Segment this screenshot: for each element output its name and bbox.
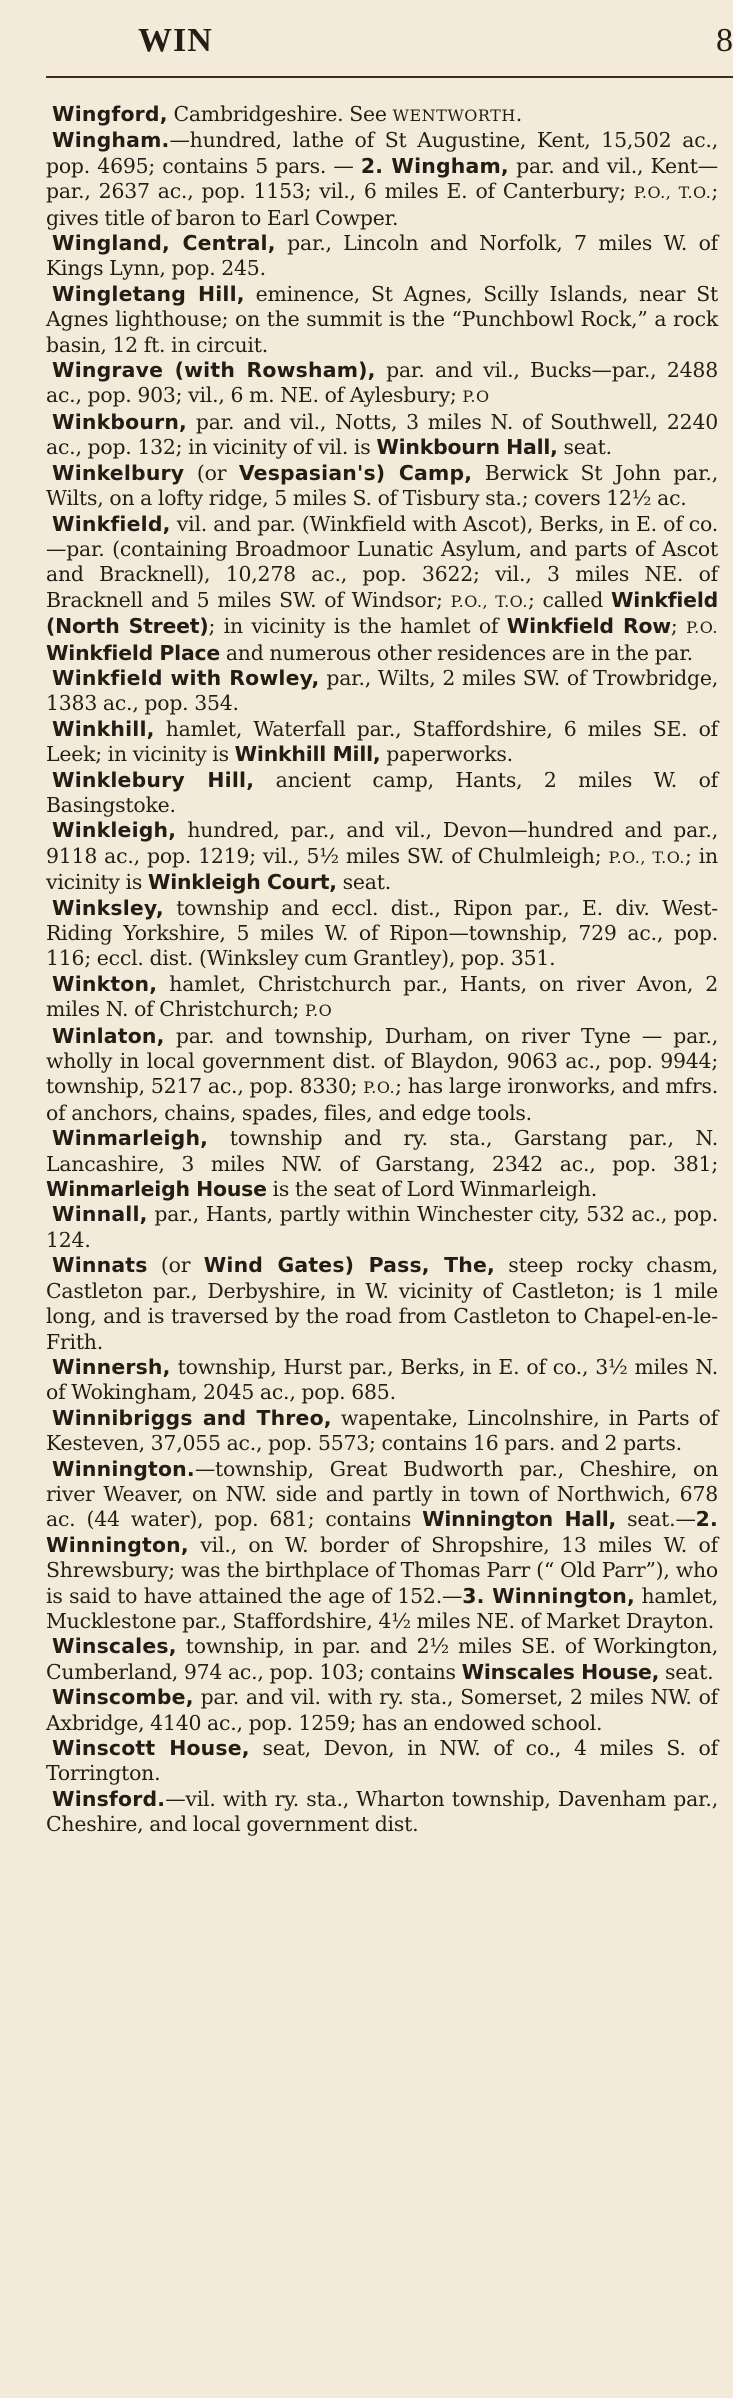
headword: Winmarleigh, [52,1126,209,1151]
entry-text: —township, Great Budworth par., Cheshire, on river Weaver, on NW. side and partly in town of Northwich, 678 ac. (44 water), pop. 681; contains [46,1456,718,1532]
entry-text: par. and vil., Kent—par., 2637 ac., pop. 1153; vil., 6 miles E. of Canterbury; [46,153,718,204]
entry-text: hamlet, Mucklestone par., Staffordshire, 4½ miles NE. of Market Drayton. [46,1583,718,1633]
page-header [0,0,733,78]
entry-text: township and ry. sta., Garstang par., N. Lancashire, 3 miles NW. of Garstang, 2342 ac., pop. 381; [46,1126,718,1176]
entry-text: Berwick St John par., Wilts, on a lofty ridge, 5 miles S. of Tisbury sta.; covers 12½ ac. [46,460,718,511]
headword: Winkbourn, [52,409,187,434]
headword: Winscales, [52,1634,177,1659]
bold-name: Winscales House, [461,1659,660,1684]
entry-text: par. and vil. with ry. sta., Somerset, 2 miles NW. of Axbridge, 4140 ac., pop. 1259; has an endowed school. [46,1685,718,1735]
cross-reference: WENTWORTH [392,106,516,125]
running-head: WIN [138,22,213,59]
entry [46,1355,718,1406]
bold-name: Winkhill Mill, [234,742,381,767]
entry [46,1253,718,1355]
entry [46,128,718,231]
headword: Wingland, Central, [52,231,276,256]
entry [46,231,718,282]
headword: Winscombe, [52,1685,194,1710]
headword: Winnington. [52,1456,195,1481]
headword: Vespasian's) Camp, [238,460,473,485]
entry-text: par. and vil., Notts, 3 miles N. of Southwell, 2240 ac., pop. 132; in vicinity of vil. is [46,409,718,460]
postal-abbrev: P.O., T.O. [608,847,685,867]
entry-text: township and eccl. dist., Ripon par., E. div. West-Riding Yorkshire, 5 miles W. of Ripon—township, 729 ac., pop. 116; eccl. dist. (Winksley cum Grantley), pop. 351. [46,895,718,971]
entry [46,1634,718,1685]
entry-text: par. and vil., Bucks—par., 2488 ac., pop. 903; vil., 6 m. NE. of Aylesbury; [46,358,718,408]
headword: Winkelbury [52,460,185,485]
bold-name: Winkfield Row [506,614,671,639]
headword: Winnall, [52,1202,148,1227]
entry [46,282,718,358]
entry [46,1736,718,1787]
entry [46,818,718,895]
header-rule [46,76,733,78]
bold-name: Winmarleigh House [46,1177,267,1202]
entry [46,1024,718,1127]
entry-text: eminence, St Agnes, Scilly Islands, near St Agnes lighthouse; on the summit is the “Punchbowl Rock,” a rock basin, 12 ft. in circuit. [46,281,718,357]
headword: Winscott House, [52,1736,250,1760]
entry-text: hamlet, Waterfall par., Staffordshire, 6 miles SE. of Leek; in vicinity is [46,716,718,767]
bold-name: Winkfield (North Street) [46,587,719,639]
headword: Wingrave (with Rowsham), [52,358,376,383]
headword: Winnersh, [52,1354,171,1379]
entry [46,461,718,512]
entry [46,896,718,972]
headword: Winsford. [52,1786,166,1811]
entry-text: Cambridgeshire. See [167,102,393,126]
postal-abbrev: P.O. [686,618,718,638]
entry [46,358,718,410]
sub-headword: 2. Winnington, [46,1507,718,1557]
bold-name: Winkbourn Hall, [376,435,558,460]
entry-text: is the seat of Lord Winmarleigh. [266,1177,598,1202]
entry [46,1126,718,1202]
entry-text: par., Wilts, 2 miles SW. of Trowbridge, 1383 ac., pop. 354. [46,665,719,716]
entry-text: ; gives title of baron to Earl Cowper. [46,179,718,230]
headword: Winkhill, [52,716,155,741]
postal-abbrev: P.O., T.O. [633,183,712,203]
entry-text: —hundred, lathe of St Augustine, Kent, 15,502 ac., pop. 4695; contains 5 pars. — [46,128,718,178]
entry-text: (or [147,1253,204,1278]
postal-abbrev: P.O., T.O. [450,591,528,611]
entry [46,768,718,819]
entry-text: ; [670,614,687,639]
entry-text: steep rocky chasm, Castleton par., Derbyshire, in W. vicinity of Castleton; is 1 mile long, and is traversed by the road from Castleton to Chapel-en-le-Frith. [46,1253,718,1354]
headword: Winkfield, [52,511,171,536]
headword: Winkfield with Rowley, [52,665,320,690]
entry-text: ; in vicinity is the hamlet of [208,614,507,639]
headword: Winksley, [52,895,164,920]
bold-name: Winkleigh Court, [147,870,337,895]
entry-text: seat. [659,1659,714,1684]
entry [46,717,718,768]
headword: Winlaton, [52,1023,165,1048]
entry-text: —vil. with ry. sta., Wharton township, Davenham par., Cheshire, and local government dist. [46,1786,718,1837]
entry-text: township, in par. and 2½ miles SE. of Workington, Cumberland, 974 ac., pop. 103; contains [46,1634,718,1684]
entry [46,512,718,666]
entry-text: wapentake, Lincolnshire, in Parts of Kesteven, 37,055 ac., pop. 5573; contains 16 pars. and 2 parts. [46,1405,718,1456]
headword: Wingham. [52,128,170,153]
entry-text: hamlet, Christchurch par., Hants, on river Avon, 2 miles N. of Christchurch; [46,971,718,1022]
headword: Winnats [52,1253,148,1278]
entry-text: ; called [527,587,611,612]
entry-text: par., Hants, partly within Winchester city, 532 ac., pop. 124. [46,1202,718,1252]
entry-text: township, Hurst par., Berks, in E. of co., 3½ miles N. of Wokingham, 2045 ac., pop. 685. [46,1354,718,1405]
entry-text: . [515,102,523,126]
postal-abbrev: P.O. [363,1078,396,1098]
entry [46,666,718,717]
entry [46,410,718,461]
sub-headword: 2. Wingham, [360,153,509,178]
headword: Wingletang Hill, [52,281,245,306]
entry [46,972,718,1024]
postal-abbrev: P.O [305,1001,333,1021]
entries-column [46,102,718,1838]
entry-text: vil. and par. (Winkfield with Ascot), Berks, in E. of co.—par. (containing Broadmoor Lunatic Asylum, and parts of Ascot and Bracknell), 10,278 ac., pop. 3622; vil., 3 miles NE. of Bracknell and 5 miles SW. of Windsor; [46,511,718,612]
entry [46,1202,718,1253]
entry-text: seat, Devon, in NW. of co., 4 miles S. of Torrington. [46,1736,718,1786]
entry-text: hundred, par., and vil., Devon—hundred and par., 9118 ac., pop. 1219; vil., 5½ miles SW. of Chulmleigh; [46,818,718,868]
entry-text: seat. [336,870,391,895]
page-number: 8 [716,22,733,59]
entry [46,102,718,128]
postal-abbrev: P.O [462,387,490,407]
entry-text: ; in vicinity is [46,843,718,895]
headword: Winkton, [52,971,158,996]
entry-text: ; has large ironworks, and mfrs. of anchors, chains, spades, files, and edge tools. [46,1074,718,1125]
entry-text: ancient camp, Hants, 2 miles W. of Basingstoke. [46,767,719,817]
entry-text: paperworks. [380,742,513,767]
headword: Winnibriggs and Threo, [52,1405,332,1430]
entry [46,1787,718,1838]
entry [46,1457,718,1635]
sub-headword: 3. Winnington, [462,1583,635,1608]
headword: Winkleigh, [52,818,177,843]
headword: Wind Gates) Pass, The, [203,1253,495,1278]
headword: Winklebury Hill, [52,767,255,792]
entry-text: par., Lincoln and Norfolk, 7 miles W. of Kings Lynn, pop. 245. [46,231,718,281]
entry-text: and numerous other residences are in the par. [220,640,693,665]
entry-text: seat.— [616,1507,696,1532]
entry-text: vil., on W. border of Shropshire, 13 miles W. of Shrewsbury; was the birthplace of Thomas Parr (“ Old Parr”), who is said to have attained the age of 152.— [46,1532,718,1608]
entry [46,1406,718,1457]
entry-text: par. and township, Durham, on river Tyne — par., wholly in local government dist. of Blaydon, 9063 ac., pop. 9944; township, 5217 ac., pop. 8330; [46,1023,718,1099]
headword: Wingford, [52,102,168,126]
entry-text: seat. [557,435,612,460]
entry [46,1685,718,1736]
bold-name: Winnington Hall, [422,1507,617,1532]
bold-name: Winkfield Place [46,640,221,665]
entry-text: (or [184,460,239,485]
